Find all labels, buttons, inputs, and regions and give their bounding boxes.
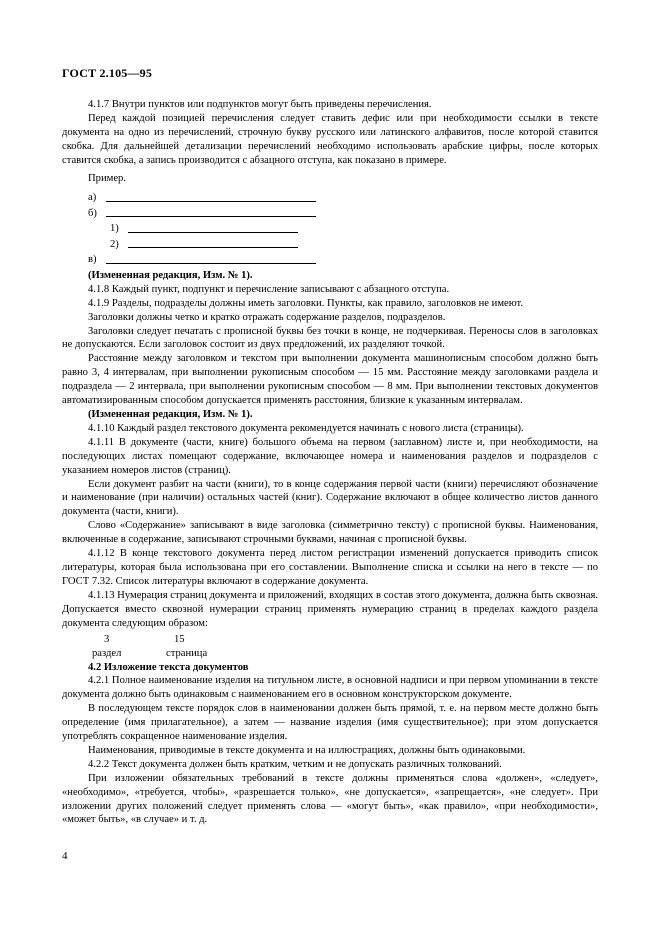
example-item-1 xyxy=(88,220,598,236)
paragraph-mandatory-words: При изложении обязательных требований в тексте должны применяться слова «должен», «следует», «необходимо», «требуется, чтобы», «разрешается только», «не допускается», «запрещается», «не следует». При изложении других положений следует применять слова — «могут быть», «как правило», «при необходимости», «может быть», «в случае» и т. д. xyxy=(62,772,598,826)
paragraph-4-1-9: 4.1.9 Разделы, подразделы должны иметь заголовки. Пункты, как правило, заголовков не имеют. xyxy=(88,297,523,309)
paragraph-parts: Если документ разбит на части (книги), то в конце содержания первой части (книги) перечисляют обозначение и наименование (при наличии) остальных частей (книг). Содержание включают в общее количество листов данного документа (части, книги). xyxy=(62,478,598,518)
paragraph-4-2-1: 4.2.1 Полное наименование изделия на титульном листе, в основной надписи и при первом упоминании в тексте документа должно быть одинаковым с наименованием его в основном конструкторском документе. xyxy=(62,675,598,701)
edition-note: (Измененная редакция, Изм. № 1). xyxy=(88,409,253,420)
paragraph-4-2-2: 4.2.2 Текст документа должен быть кратким, четким и не допускать различных толкований. xyxy=(88,758,502,770)
example-item-label: в) xyxy=(88,254,97,266)
example-item-label: 2) xyxy=(110,238,119,250)
paragraph-names-same: Наименования, приводимые в тексте документа и на иллюстрациях, должны быть одинаковыми. xyxy=(88,744,526,756)
example-blank-line xyxy=(128,247,298,248)
enumeration-example xyxy=(62,172,598,267)
paragraph-4-1-10: 4.1.10 Каждый раздел текстового документа рекомендуется начинать с нового листа (страницы). xyxy=(88,422,524,434)
edition-note: (Измененная редакция, Изм. № 1). xyxy=(88,269,253,281)
document-body xyxy=(62,98,598,827)
numbering-page-number: 15 xyxy=(174,633,185,645)
example-item-v xyxy=(88,251,598,267)
paragraph-4-1-13: 4.1.13 Нумерация страниц документа и приложений, входящих в состав этого документа, должна быть сквозная. Допускается вместо сквозной нумерации страниц применять нумерацию страниц в пределах каждого раздела документа следующим образом: xyxy=(62,589,598,629)
document-header: ГОСТ 2.105—95 xyxy=(62,66,153,80)
example-item-b xyxy=(88,205,598,221)
paragraph-titles-clear: Заголовки должны четко и кратко отражать содержание разделов, подразделов. xyxy=(88,311,446,323)
example-item-label: 1) xyxy=(110,223,119,235)
paragraph-distance: Расстояние между заголовком и текстом при выполнении документа машинописным способом должно быть равно 3, 4 интервалам, при выполнении рукописным способом — 15 мм. Расстояние между заголовками раздела и подраздела — 2 интервала, при выполнении рукописным способом — 8 мм. При выполнении текстовых документов автоматизированным способом допускается применять расстояния, близкие к указанным интервалам. xyxy=(62,353,598,407)
paragraph-titles-capital: Заголовки следует печатать с прописной буквы без точки в конце, не подчеркивая. Переносы слов в заголовках не допускаются. Если заголовок состоит из двух предложений, их разделяют точкой. xyxy=(62,325,598,351)
paragraph-4-1-11: 4.1.11 В документе (части, книге) большого объема на первом (заглавном) листе и, при необходимости, на последующих листах помещают содержание, включающее номера и наименования разделов и подразделов с указанием номеров листов (страниц). xyxy=(62,436,598,476)
example-blank-line xyxy=(106,201,316,202)
paragraph-4-1-7: 4.1.7 Внутри пунктов или подпунктов могут быть приведены перечисления. xyxy=(88,99,432,110)
paragraph-word-order: В последующем тексте порядок слов в наименовании должен быть прямой, т. е. на первом месте должно быть определение (имя прилагательное), а затем — название изделия (имя существительное); при этом допускается употреблять сокращенное наименование изделия. xyxy=(62,703,598,743)
page-numbering-example xyxy=(62,633,598,661)
paragraph-4-1-12: 4.1.12 В конце текстового документа перед листом регистрации изменений допускается приводить список литературы, которая была использована при его составлении. Выполнение списка и ссылки на него в тексте — по ГОСТ 7.32. Список литературы включают в содержание документа. xyxy=(62,548,598,587)
numbering-section-number: 3 xyxy=(104,633,110,645)
numbering-page-label: страница xyxy=(166,647,208,659)
example-item-a xyxy=(88,189,598,205)
example-item-2 xyxy=(88,236,598,252)
example-blank-line xyxy=(128,232,298,233)
example-label: Пример. xyxy=(88,172,126,184)
paragraph-enumeration-rules: Перед каждой позицией перечисления следует ставить дефис или при необходимости ссылки в тексте документа на одно из перечислений, строчную букву русского или латинского алфавитов, после которой ставится скобка. Для дальнейшей детализации перечислений необходимо использовать арабские цифры, после которых ставится скобка, а запись производится с абзацного отступа, как показано в примере. xyxy=(62,112,598,166)
numbering-section-label: раздел xyxy=(92,647,122,659)
example-blank-line xyxy=(106,216,316,217)
section-heading-4-2: 4.2 Изложение текста документов xyxy=(88,661,249,673)
paragraph-4-1-8: 4.1.8 Каждый пункт, подпункт и перечисление записывают с абзацного отступа. xyxy=(88,283,450,295)
page-number: 4 xyxy=(62,850,68,862)
example-item-label: б) xyxy=(88,207,97,219)
paragraph-contents-word: Слово «Содержание» записывают в виде заголовка (симметрично тексту) с прописной буквы. Наименования, включенные в содержание, записывают строчными буквами, начиная с прописной буквы. xyxy=(62,520,598,546)
example-blank-line xyxy=(106,263,316,264)
example-item-label: а) xyxy=(88,192,97,204)
